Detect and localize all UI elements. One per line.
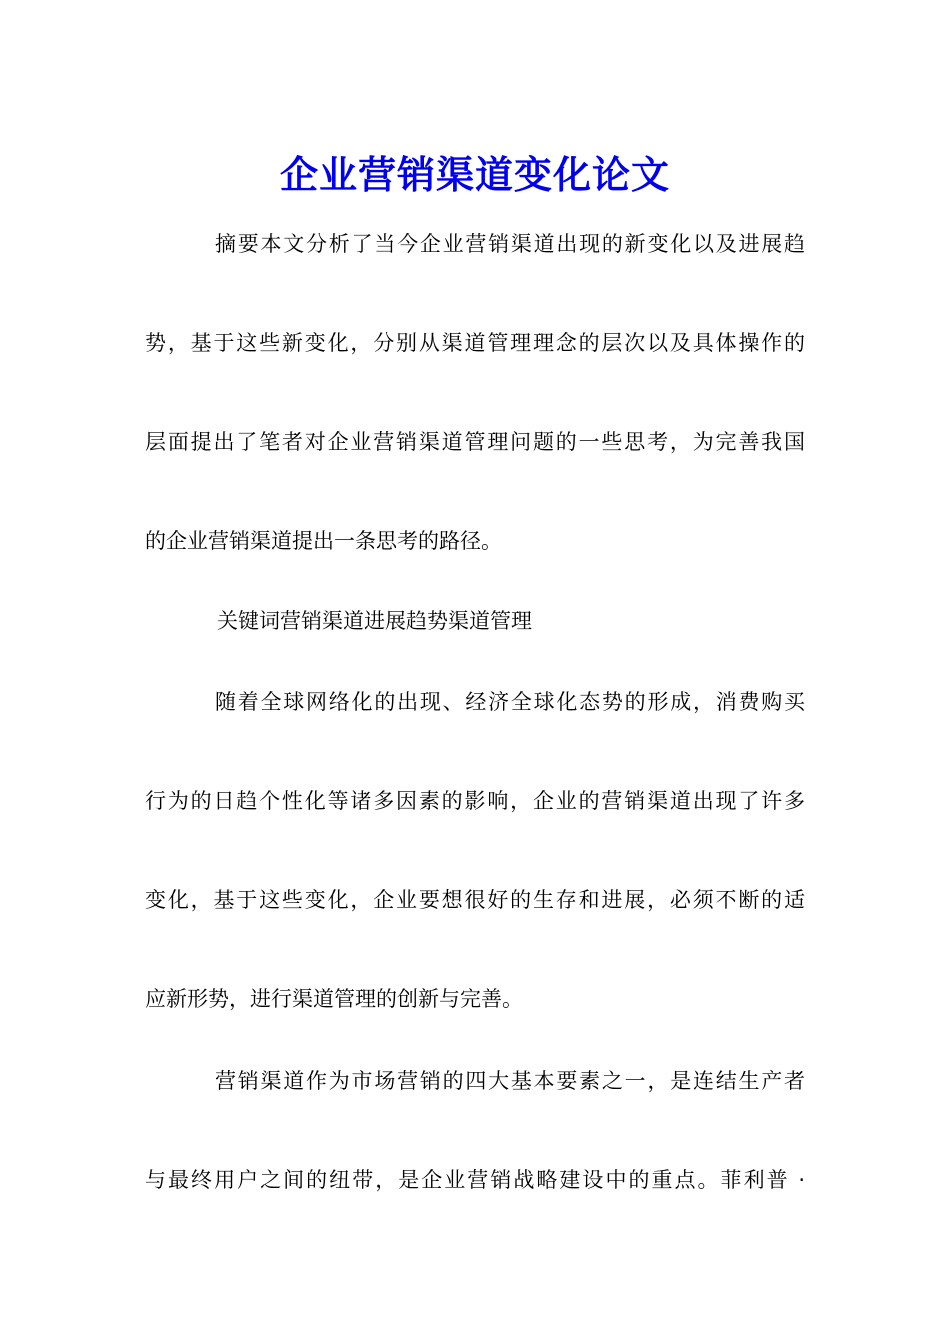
- body-p2-line-2: 与最终用户之间的纽带，是企业营销战略建设中的重点。菲利普 ·: [145, 1168, 805, 1192]
- body-p1-line-3: 变化，基于这些变化，企业要想很好的生存和进展，必须不断的适: [145, 888, 805, 912]
- abstract-line-4: 的企业营销渠道提出一条思考的路径。: [145, 529, 502, 553]
- body-p1-line-2: 行为的日趋个性化等诸多因素的影响，企业的营销渠道出现了许多: [145, 789, 805, 813]
- abstract-line-2: 势，基于这些新变化，分别从渠道管理理念的层次以及具体操作的: [145, 331, 805, 355]
- abstract-line-3: 层面提出了笔者对企业营销渠道管理问题的一些思考，为完善我国: [145, 430, 805, 454]
- body-p1-line-1: 随着全球网络化的出现、经济全球化态势的形成，消费购买: [215, 690, 805, 714]
- abstract-line-1: 摘要本文分析了当今企业营销渠道出现的新变化以及进展趋: [215, 232, 805, 256]
- document-title: 企业营销渠道变化论文: [279, 152, 670, 198]
- body-p1-line-4: 应新形势，进行渠道管理的创新与完善。: [145, 987, 523, 1011]
- keywords-line: 关键词营销渠道进展趋势渠道管理: [217, 609, 532, 633]
- body-p2-line-1: 营销渠道作为市场营销的四大基本要素之一，是连结生产者: [215, 1069, 805, 1093]
